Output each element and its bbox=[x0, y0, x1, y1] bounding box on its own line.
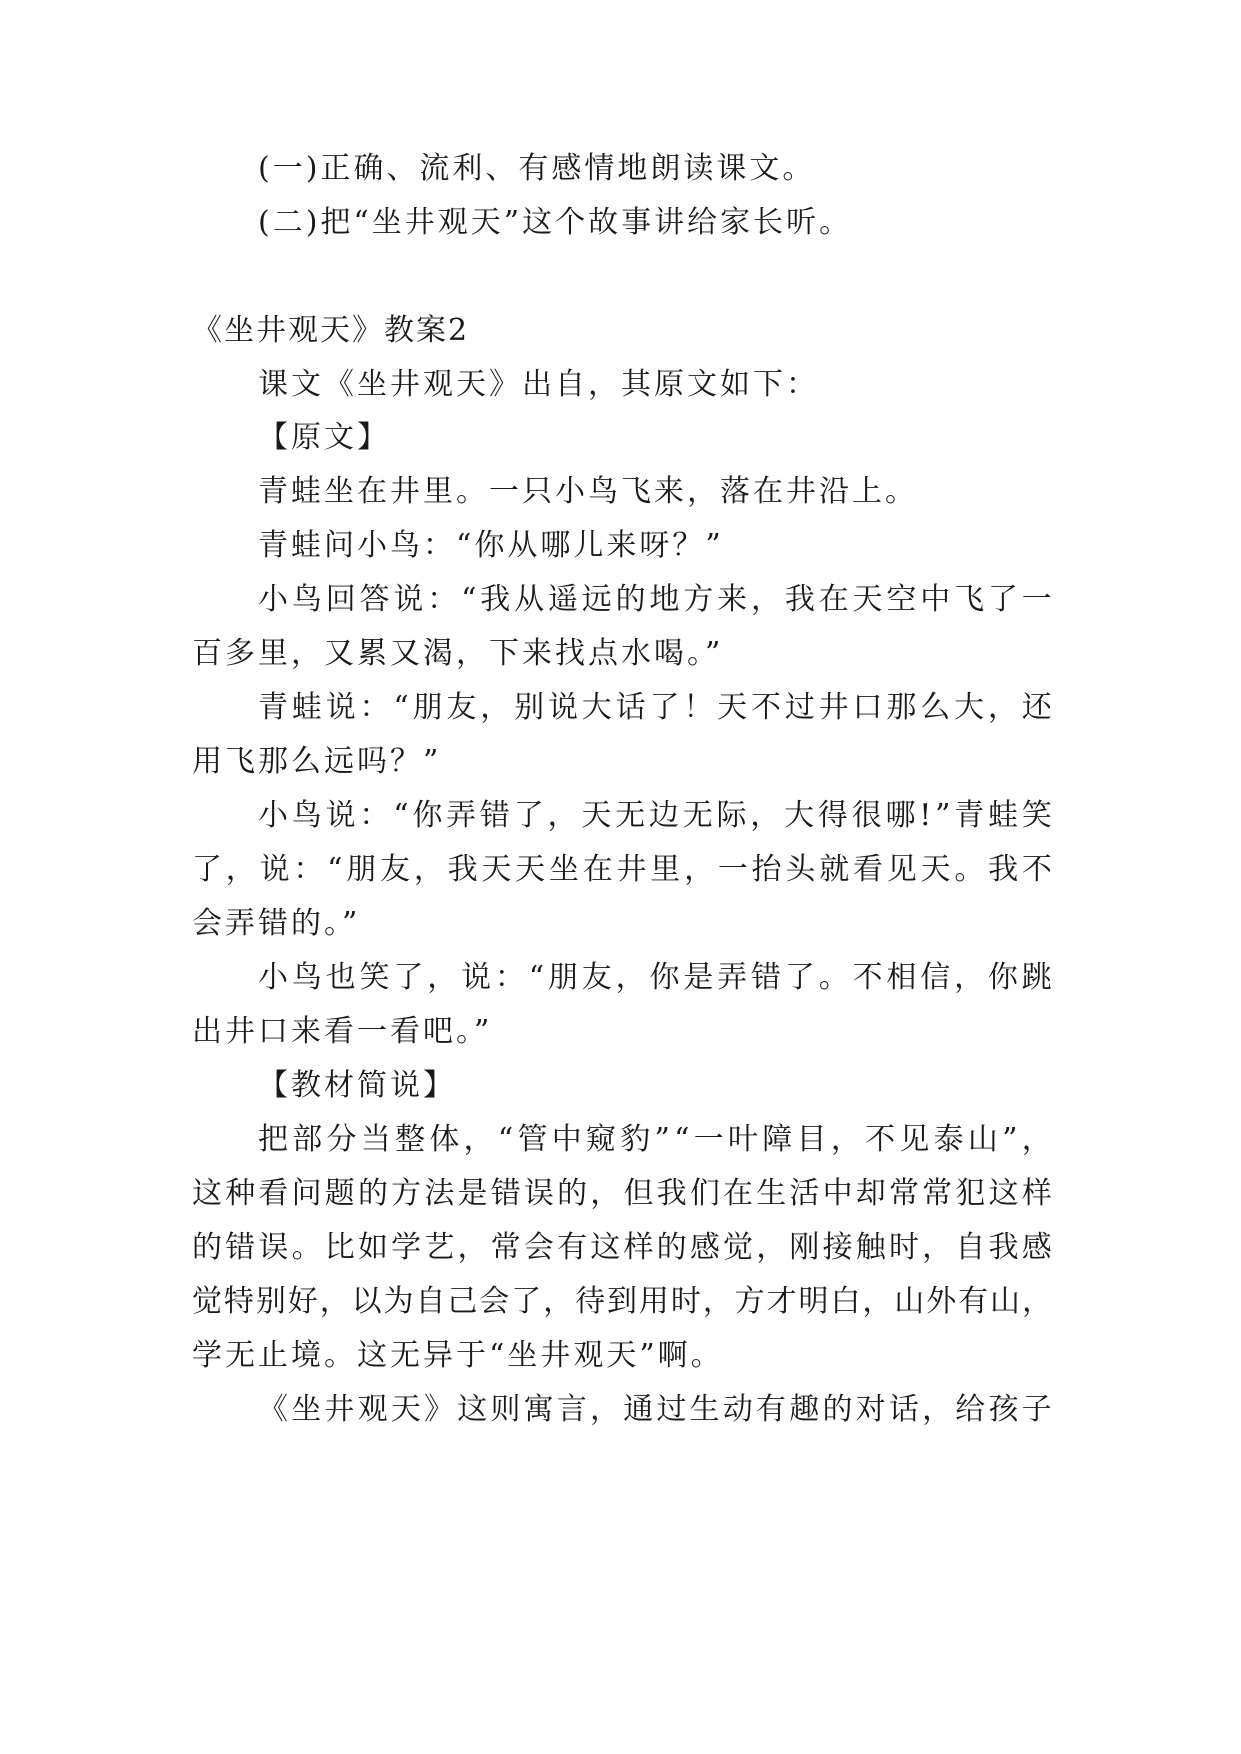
text-line: (二)把“坐井观天”这个故事讲给家长听。 bbox=[258, 205, 853, 240]
text-line: 青蛙问小鸟：“你从哪儿来呀？” bbox=[258, 528, 724, 563]
text-line: 课文《坐井观天》出自，其原文如下： bbox=[258, 367, 819, 402]
text-line: 小 鸟 也 笑 了 ， 说 ： “ 朋 友 ， 你 是 弄 错 了 。 不 相 信 ， 你 跳 bbox=[258, 960, 1052, 995]
text-line: 的 错 误 。 比 如 学 艺 ， 常 会 有 这 样 的 感 觉 ， 刚 接 触 时 ， 自 我 感 bbox=[192, 1230, 1052, 1265]
text-line: 小 鸟 回 答 说 ： “ 我 从 遥 远 的 地 方 来 ， 我 在 天 空 中 飞 了 一 bbox=[258, 582, 1052, 617]
text-line: 了 ， 说 ： “ 朋 友 ， 我 天 天 坐 在 井 里 ， 一 抬 头 就 看 见 天 。 我 不 bbox=[192, 852, 1052, 887]
subheading: 【教材简说】 bbox=[258, 1068, 456, 1103]
text-line: 青蛙坐在井里。一只小鸟飞来，落在井沿上。 bbox=[258, 474, 918, 509]
text-line: 学无止境。这无异于“坐井观天”啊。 bbox=[192, 1338, 724, 1373]
text-line: 这 种 看 问 题 的 方 法 是 错 误 的 ， 但 我 们 在 生 活 中 却 常 常 犯 这 样 bbox=[192, 1176, 1052, 1211]
text-line: 把 部 分 当 整 体 ， “ 管 中 窥 豹 ” “ 一 叶 障 目 ， 不 见 泰 山 ” ， bbox=[258, 1122, 1052, 1157]
subheading: 【原文】 bbox=[258, 420, 390, 455]
section-heading: 《坐井观天》教案2 bbox=[192, 313, 470, 348]
text-line: 用飞那么远吗？” bbox=[192, 744, 442, 779]
text-line: 出井口来看一看吧。” bbox=[192, 1014, 493, 1049]
text-line: 觉 特 别 好 ， 以 为 自 己 会 了 ， 待 到 用 时 ， 方 才 明 白 ， 山 外 有 山 ， bbox=[192, 1284, 1052, 1319]
text-line: 青 蛙 说 ： “ 朋 友 ， 别 说 大 话 了 ！ 天 不 过 井 口 那 么 大 ， 还 bbox=[258, 690, 1052, 725]
text-line: 《 坐 井 观 天 》 这 则 寓 言 ， 通 过 生 动 有 趣 的 对 话 ， 给 孩 子 bbox=[258, 1392, 1052, 1427]
text-line: 百多里，又累又渴，下来找点水喝。” bbox=[192, 636, 724, 671]
text-line: 小 鸟 说 ： “ 你 弄 错 了 ， 天 无 边 无 际 ， 大 得 很 哪 ! ” 青 蛙 笑 bbox=[258, 798, 1052, 833]
text-line: (一)正确、流利、有感情地朗读课文。 bbox=[258, 151, 816, 186]
text-line: 会弄错的。” bbox=[192, 906, 361, 941]
